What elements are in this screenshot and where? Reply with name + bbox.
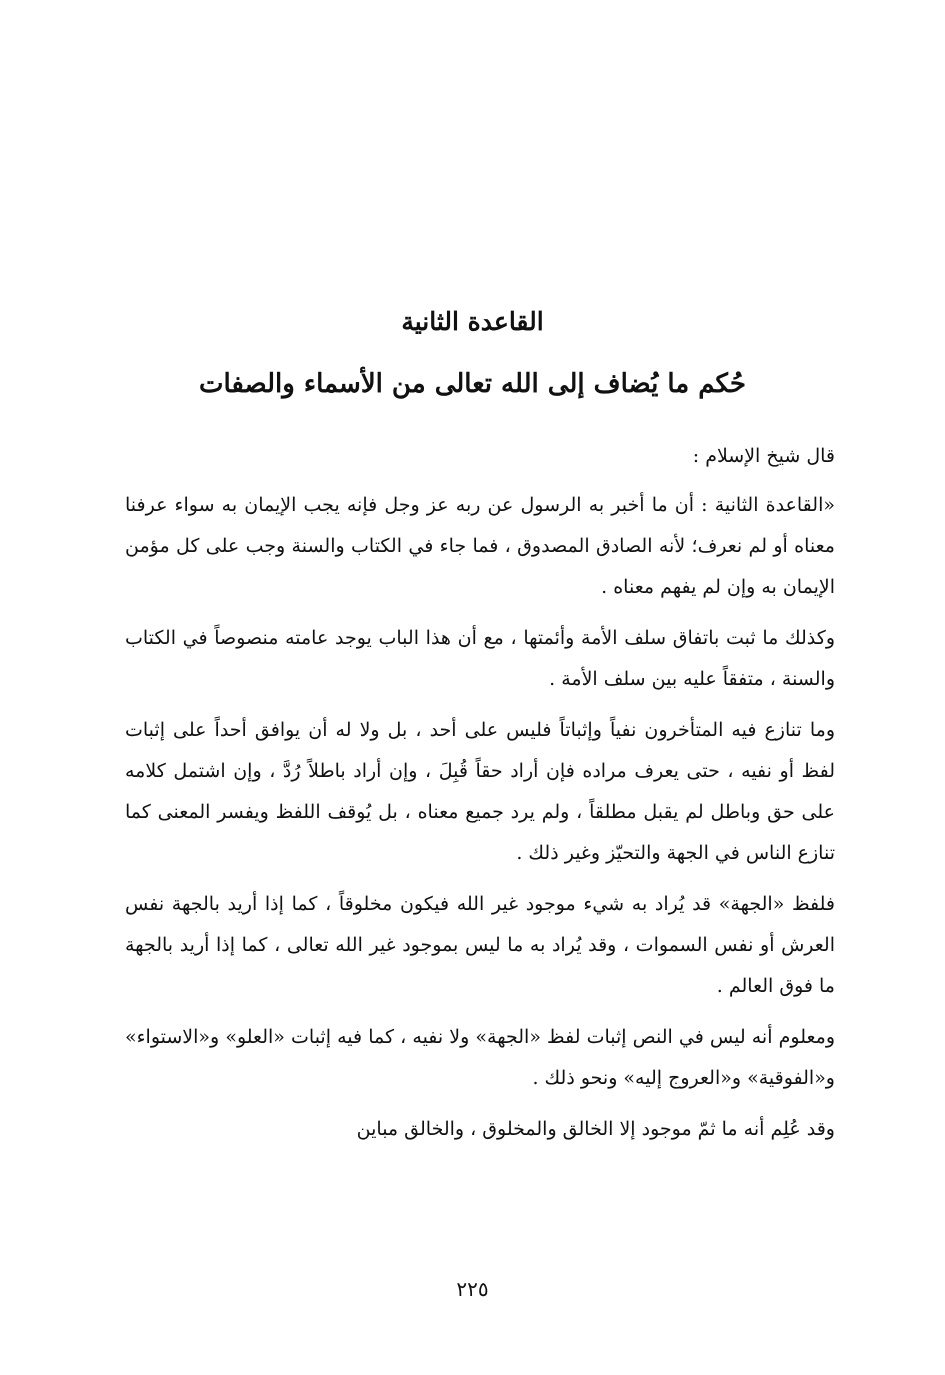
- page-number: ٢٢٥: [456, 1277, 489, 1301]
- paragraph-text-evidence: ومعلوم أنه ليس في النص إثبات لفظ «الجهة» ولا نفيه ، كما فيه إثبات «العلو» و«الاستواء» و«الفوقية» و«العروج إليه» ونحو ذلك .: [125, 1026, 835, 1089]
- paragraph-direction-term: فلفظ «الجهة» قد يُراد به شيء موجود غير الله فيكون مخلوقاً ، كما إذا أريد بالجهة نفس العرش أو نفس السموات ، وقد يُراد به ما ليس بموجود غير الله تعالى ، كما إذا أريد بالجهة ما فوق العالم .: [125, 893, 835, 997]
- intro-line: قال شيخ الإسلام :: [692, 445, 835, 467]
- paragraph-creator-creation: وقد عُلِم أنه ما ثمّ موجود إلا الخالق والمخلوق ، والخالق مباين: [356, 1118, 835, 1140]
- section-title: القاعدة الثانية: [401, 307, 544, 336]
- body-text: [125, 436, 835, 1150]
- paragraph-salaf-consensus: وكذلك ما ثبت باتفاق سلف الأمة وأئمتها ، مع أن هذا الباب يوجد عامته منصوصاً في الكتاب والسنة ، متفقاً عليه بين سلف الأمة .: [125, 627, 835, 690]
- paragraph-rule-two: «القاعدة الثانية : أن ما أخبر به الرسول عن ربه عز وجل فإنه يجب الإيمان به سواء عرفنا معناه أو لم نعرف؛ لأنه الصادق المصدوق ، فما جاء في الكتاب والسنة وجب على كل مؤمن الإيمان به وإن لم يفهم معناه .: [125, 494, 835, 598]
- section-subtitle: حُكم ما يُضاف إلى الله تعالى من الأسماء والصفات: [199, 369, 746, 399]
- paragraph-later-disputes: وما تنازع فيه المتأخرون نفياً وإثباتاً فليس على أحد ، بل ولا له أن يوافق أحداً على إثبات لفظ أو نفيه ، حتى يعرف مراده فإن أراد حقاً قُبِلَ ، وإن أراد باطلاً رُدَّ ، وإن اشتمل كلامه على حق وباطل لم يقبل مطلقاً ، ولم يرد جميع معناه ، بل يُوقف اللفظ ويفسر المعنى كما تنازع الناس في الجهة والتحيّز وغير ذلك .: [125, 719, 835, 864]
